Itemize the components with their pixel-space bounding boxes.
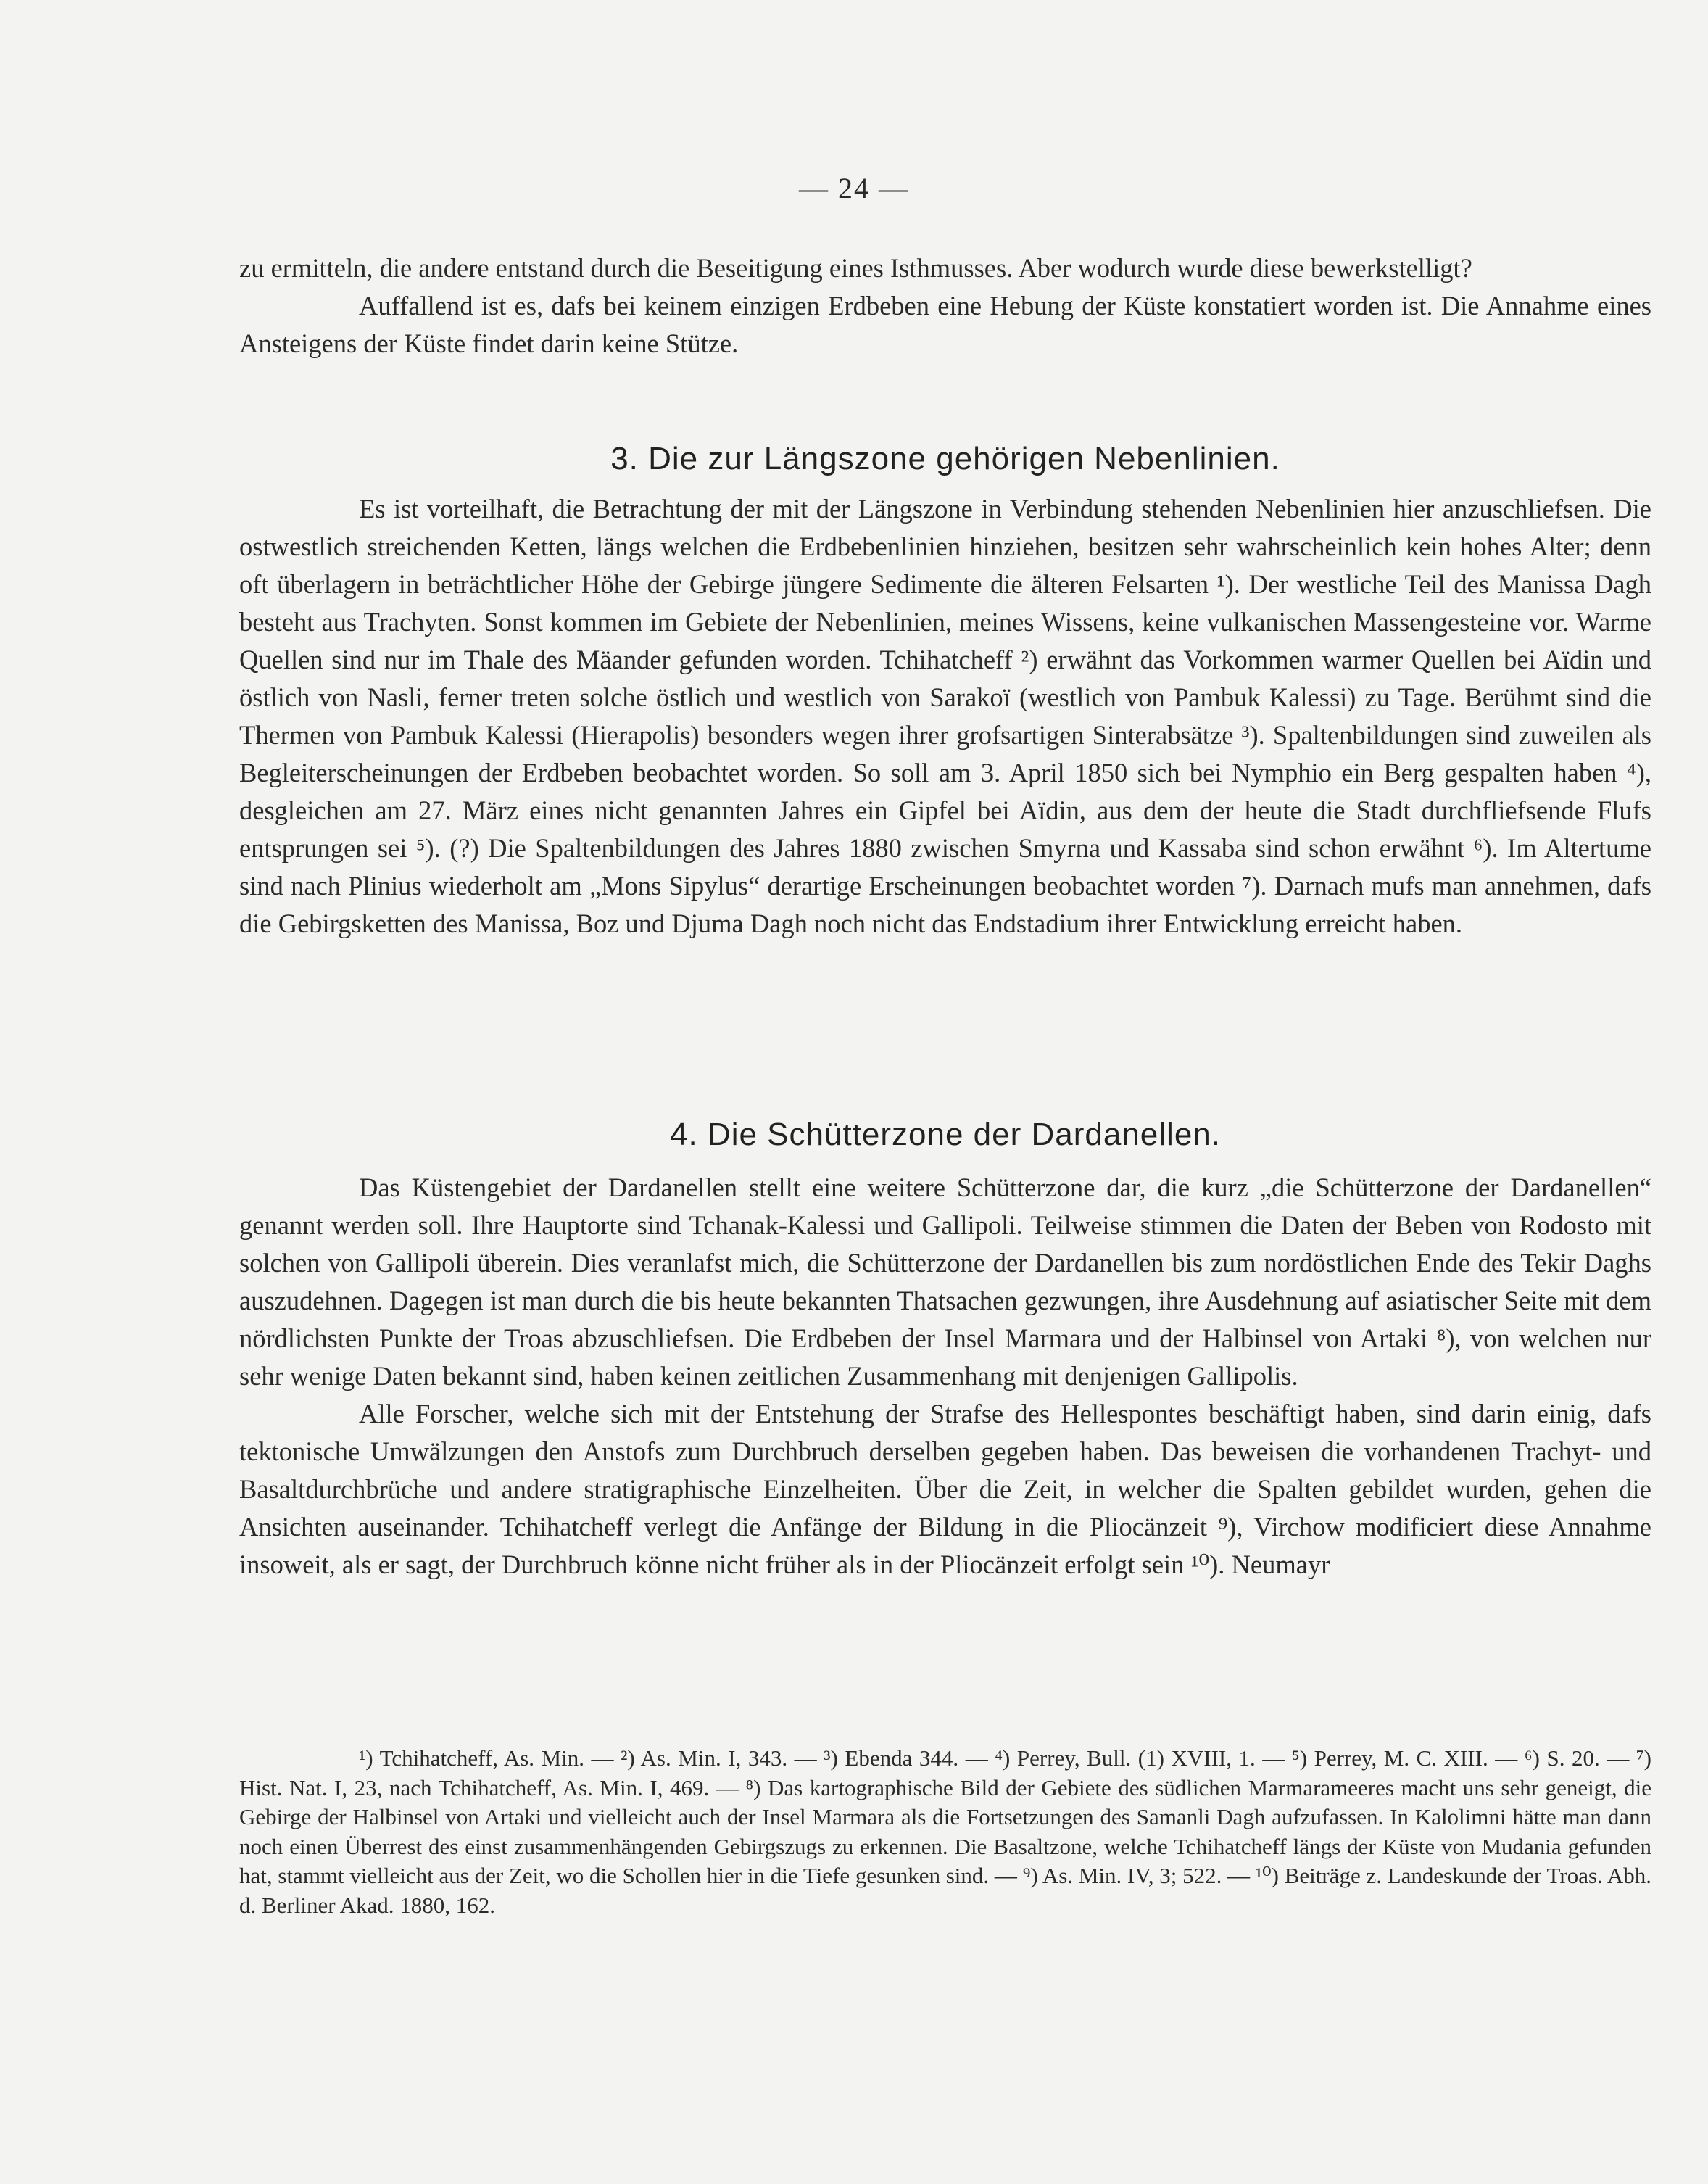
intro-paragraph-2: Auffallend ist es, dafs bei keinem einzigen Erdbeben eine Hebung der Küste konstatiert worden ist. Die Annahme eines Ansteigens der Küste findet darin keine Stütze. xyxy=(239,291,1651,358)
section-3-text xyxy=(239,490,1651,943)
section-3-paragraph: Es ist vorteilhaft, die Betrachtung der mit der Längszone in Verbindung stehenden Nebenlinien hier anzuschliefsen. Die ostwestlich streichenden Ketten, längs welchen die Erdbebenlinien hinziehen, besitzen sehr wahrscheinlich kein hohes Alter; denn oft überlagern in beträchtlicher Höhe der Gebirge jüngere Sedimente die älteren Felsarten ¹). Der westliche Teil des Manissa Dagh besteht aus Trachyten. Sonst kommen im Gebiete der Nebenlinien, meines Wissens, keine vulkanischen Massengesteine vor. Warme Quellen sind nur im Thale des Mäander gefunden worden. Tchihatcheff ²) erwähnt das Vorkommen warmer Quellen bei Aïdin und östlich von Nasli, ferner treten solche östlich und westlich von Sarakoï (westlich von Pambuk Kalessi) zu Tage. Berühmt sind die Thermen von Pambuk Kalessi (Hierapolis) besonders wegen ihrer grofsartigen Sinterabsätze ³). Spaltenbildungen sind zuweilen als Begleiterscheinungen der Erdbeben beobachtet worden. So soll am 3. April 1850 sich bei Nymphio ein Berg gespalten haben ⁴), desgleichen am 27. März eines nicht genannten Jahres ein Gipfel bei Aïdin, aus dem der heute die Stadt durchfliefsende Flufs entsprungen sei ⁵). (?) Die Spaltenbildungen des Jahres 1880 zwischen Smyrna und Kassaba sind schon erwähnt ⁶). Im Altertume sind nach Plinius wiederholt am „Mons Sipylus“ derartige Erscheinungen beobachtet worden ⁷). Darnach mufs man annehmen, dafs die Gebirgsketten des Manissa, Boz und Djuma Dagh noch nicht das Endstadium ihrer Entwicklung erreicht haben. xyxy=(239,494,1651,938)
footnotes-text: ¹) Tchihatcheff, As. Min. — ²) As. Min. I, 343. — ³) Ebenda 344. — ⁴) Perrey, Bull. (1) XVIII, 1. — ⁵) Perrey, M. C. XIII. — ⁶) S. 20. — ⁷) Hist. Nat. I, 23, nach Tchihatcheff, As. Min. I, 469. — ⁸) Das kartographische Bild der Gebiete des südlichen Marmarameeres macht uns sehr geneigt, die Gebirge der Halbinsel von Artaki und vielleicht auch der Insel Marmara als die Fortsetzungen des Samanli Dagh aufzufassen. In Kalolimni hätte man dann noch einen Überrest des einst zusammenhängenden Gebirgszugs zu erkennen. Die Basaltzone, welche Tchihatcheff längs der Küste von Mudania gefunden hat, stammt vielleicht aus der Zeit, wo die Schollen hier in die Tiefe gesunken sind. — ⁹) As. Min. IV, 3; 522. — ¹⁰) Beiträge z. Landeskunde der Troas. Abh. d. Berliner Akad. 1880, 162. xyxy=(239,1745,1651,1918)
section-3-heading: 3. Die zur Längszone gehörigen Nebenlinien. xyxy=(610,441,1280,476)
intro-paragraph-1: zu ermitteln, die andere entstand durch die Beseitigung eines Isthmusses. Aber wodurch wurde diese bewerkstelligt? xyxy=(239,253,1472,283)
section-4-paragraph-2: Alle Forscher, welche sich mit der Entstehung der Strafse des Hellespontes beschäftigt haben, sind darin einig, dafs tektonische Umwälzungen den Anstofs zum Durchbruch derselben gegeben haben. Das beweisen die vorhandenen Trachyt- und Basaltdurchbrüche und andere stratigraphische Einzelheiten. Über die Zeit, in welcher die Spalten gebildet wurden, gehen die Ansichten auseinander. Tchihatcheff verlegt die Anfänge der Bildung in die Pliocänzeit ⁹), Virchow modificiert diese Annahme insoweit, als er sagt, der Durchbruch könne nicht früher als in der Pliocänzeit erfolgt sein ¹⁰). Neumayr xyxy=(239,1399,1651,1579)
section-4-text xyxy=(239,1169,1651,1584)
footnotes xyxy=(239,1744,1651,1920)
section-4-heading: 4. Die Schütterzone der Dardanellen. xyxy=(670,1117,1221,1152)
intro-text xyxy=(239,249,1651,363)
page-number: — 24 — xyxy=(799,172,909,204)
section-4-paragraph-1: Das Küstengebiet der Dardanellen stellt eine weitere Schütterzone dar, die kurz „die Schütterzone der Dardanellen“ genannt werden soll. Ihre Hauptorte sind Tchanak-Kalessi und Gallipoli. Teilweise stimmen die Daten der Beben von Rodosto mit solchen von Gallipoli überein. Dies veranlafst mich, die Schütterzone der Dardanellen bis zum nordöstlichen Ende des Tekir Daghs auszudehnen. Dagegen ist man durch die bis heute bekannten Thatsachen gezwungen, ihre Ausdehnung auf asiatischer Seite mit dem nördlichsten Punkte der Troas abzuschliefsen. Die Erdbeben der Insel Marmara und der Halbinsel von Artaki ⁸), von welchen nur sehr wenige Daten bekannt sind, haben keinen zeitlichen Zusammenhang mit denjenigen Gallipolis. xyxy=(239,1172,1651,1391)
